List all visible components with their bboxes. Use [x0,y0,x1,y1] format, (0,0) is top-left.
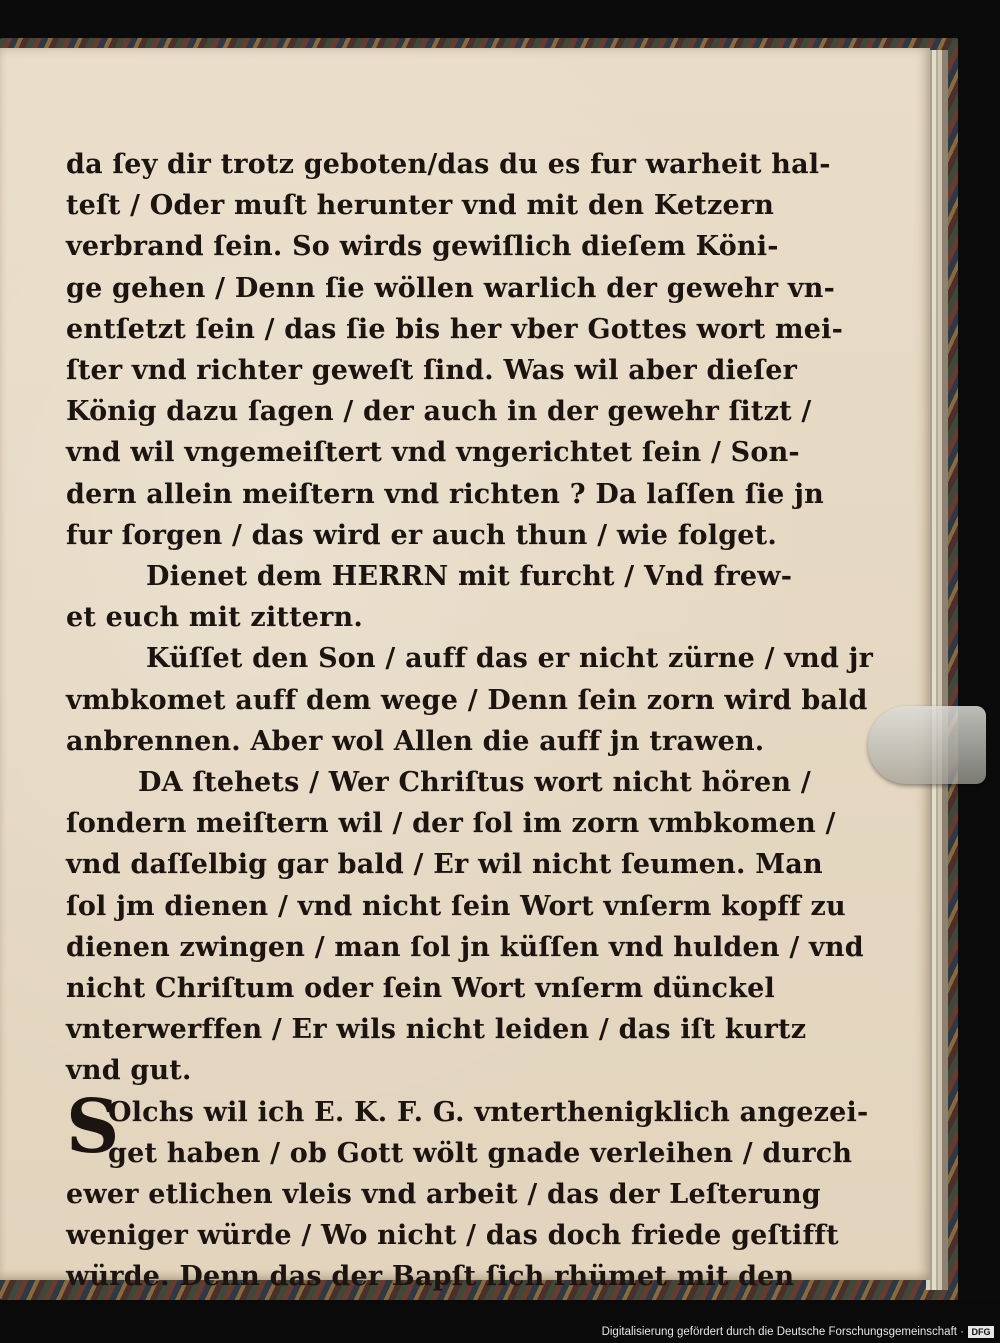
digitization-credit: Digitalisierung gefördert durch die Deutsche Forschungsgemeinschaft · [601,1326,964,1338]
text-line: entſetzt ſein / das ſie bis her vber Gottes wort mei- [66,313,844,345]
gloss-line: vnd gut. [66,1055,192,1087]
text-line: ſter vnd richter geweſt ſind. Was wil aber dieſer [66,355,797,387]
bookmark-clip [868,706,986,784]
text-line: ge gehen / Denn ſie wöllen warlich der gewehr vn- [66,272,835,304]
gloss-line: ſondern meiſtern wil / der ſol im zorn vmbkomen / [66,808,836,840]
text-line: teſt / Oder muſt herunter vnd mit den Ketzern [66,190,775,222]
verse-line: anbrennen. Aber wol Allen die auff jn trawen. [66,725,765,757]
closing-line: ewer etlichen vleis vnd arbeit / das der Leſterung [66,1179,821,1211]
verse-line: Dienet dem HERRN mit furcht / Vnd frew- [146,561,793,593]
gloss-line: DA ſtehets / Wer Chriſtus wort nicht hören / [138,767,811,799]
text-line: da ſey dir trotz geboten/das du es fur warheit hal- [66,149,831,180]
verse-line: vmbkomet auff dem wege / Denn ſein zorn wird bald [66,684,868,716]
gloss-line: ſol jm dienen / vnd nicht ſein Wort vnſerm kopff zu [66,890,846,922]
credit-bar [0,1300,1000,1343]
text-line: vnd wil vngemeiſtert vnd vngerichtet ſein / Son- [66,437,800,469]
closing-line: get haben / ob Gott wölt gnade verleihen / durch [108,1137,853,1169]
verse-line: et euch mit zittern. [66,602,363,634]
gloss-line: nicht Chriſtum oder ſein Wort vnſerm dünckel [66,973,775,1005]
gloss-line: dienen zwingen / man ſol jn küſſen vnd hulden / vnd [66,931,864,963]
page-text [66,144,874,1339]
closing-line: Olchs wil ich E. K. F. G. vnterthenigklich angezei- [108,1096,869,1128]
text-line: fur ſorgen / das wird er auch thun / wie folget. [66,519,777,551]
text-line: dern allein meiſtern vnd richten ? Da laſſen ſie jn [66,478,824,510]
closing-line: weniger würde / Wo nicht / das doch friede geſtifft [66,1220,839,1252]
verse-line: Küſſet den Son / auff das er nicht zürne / vnd jr [146,643,874,675]
text-line: verbrand ſein. So wirds gewiſlich dieſem Köni- [66,231,779,263]
text-line: König dazu ſagen / der auch in der gewehr ſitzt / [66,396,812,428]
book-page [0,48,930,1293]
gloss-line: vnterwerffen / Er wils nicht leiden / das iſt kurtz [66,1014,807,1046]
gloss-line: vnd daſſelbig gar bald / Er wil nicht ſeumen. Man [66,849,823,881]
drop-cap: S [66,1083,120,1170]
dfg-logo: DFG [968,1326,994,1338]
closing-line: würde. Denn das der Bapſt ſich rhümet mit den [66,1261,795,1293]
